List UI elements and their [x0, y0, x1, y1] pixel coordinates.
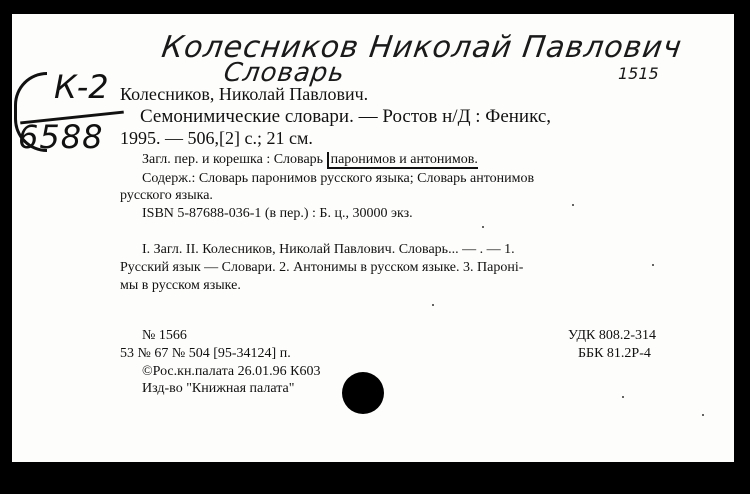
footer-copyright: ©Рос.кн.палата 26.01.96 К603	[142, 364, 321, 379]
entry-author: Колесников, Николай Павлович.	[120, 84, 369, 104]
tracings-line-2: Русский язык — Словари. 2. Антонимы в русском языке. 3. Пароні-	[120, 260, 524, 275]
tracings-line-3: мы в русском языке.	[120, 278, 241, 293]
scan-speck	[572, 204, 574, 206]
entry-note-underlined: паронимов и антонимов.	[327, 152, 478, 169]
entry-note-prefix: Загл. пер. и корешка : Словарь	[142, 152, 324, 167]
entry-isbn: ISBN 5-87688-036-1 (в пер.) : Б. ц., 30000 экз.	[142, 206, 413, 221]
handwritten-author-name: Колесников Николай Павлович	[159, 30, 685, 65]
scan-speck	[702, 414, 704, 416]
handwritten-year: 1515	[618, 64, 659, 83]
catalog-card	[12, 14, 734, 462]
entry-note	[142, 152, 478, 168]
entry-contents-line-1: Содерж.: Словарь паронимов русского языка; Словарь антонимов	[142, 171, 535, 186]
scan-speck	[482, 226, 484, 228]
footer-number: № 1566	[142, 328, 187, 343]
entry-title: Семонимические словари. — Ростов н/Д : Феникс,	[140, 106, 552, 127]
tracings-line-1: I. Загл. II. Колесников, Николай Павлович. Словарь... — . — 1.	[142, 242, 515, 257]
scan-speck	[432, 304, 434, 306]
footer-registry: 53 № 67 № 504 [95-34124] п.	[120, 346, 291, 361]
scan-speck	[652, 264, 654, 266]
shelfmark	[14, 68, 122, 168]
shelfmark-top: К-2	[54, 68, 109, 106]
entry-imprint: 1995. — 506,[2] с.; 21 см.	[120, 128, 313, 148]
footer-publisher: Изд-во "Книжная палата"	[142, 381, 295, 396]
entry-contents-line-2: русского языка.	[120, 188, 213, 203]
handwritten-title: Словарь	[221, 58, 347, 88]
footer-bbk: ББК 81.2Р-4	[578, 346, 651, 361]
punch-hole	[342, 372, 384, 414]
scan-speck	[622, 396, 624, 398]
shelfmark-bottom: 6588	[18, 118, 104, 156]
footer-udc: УДК 808.2-314	[568, 328, 657, 343]
